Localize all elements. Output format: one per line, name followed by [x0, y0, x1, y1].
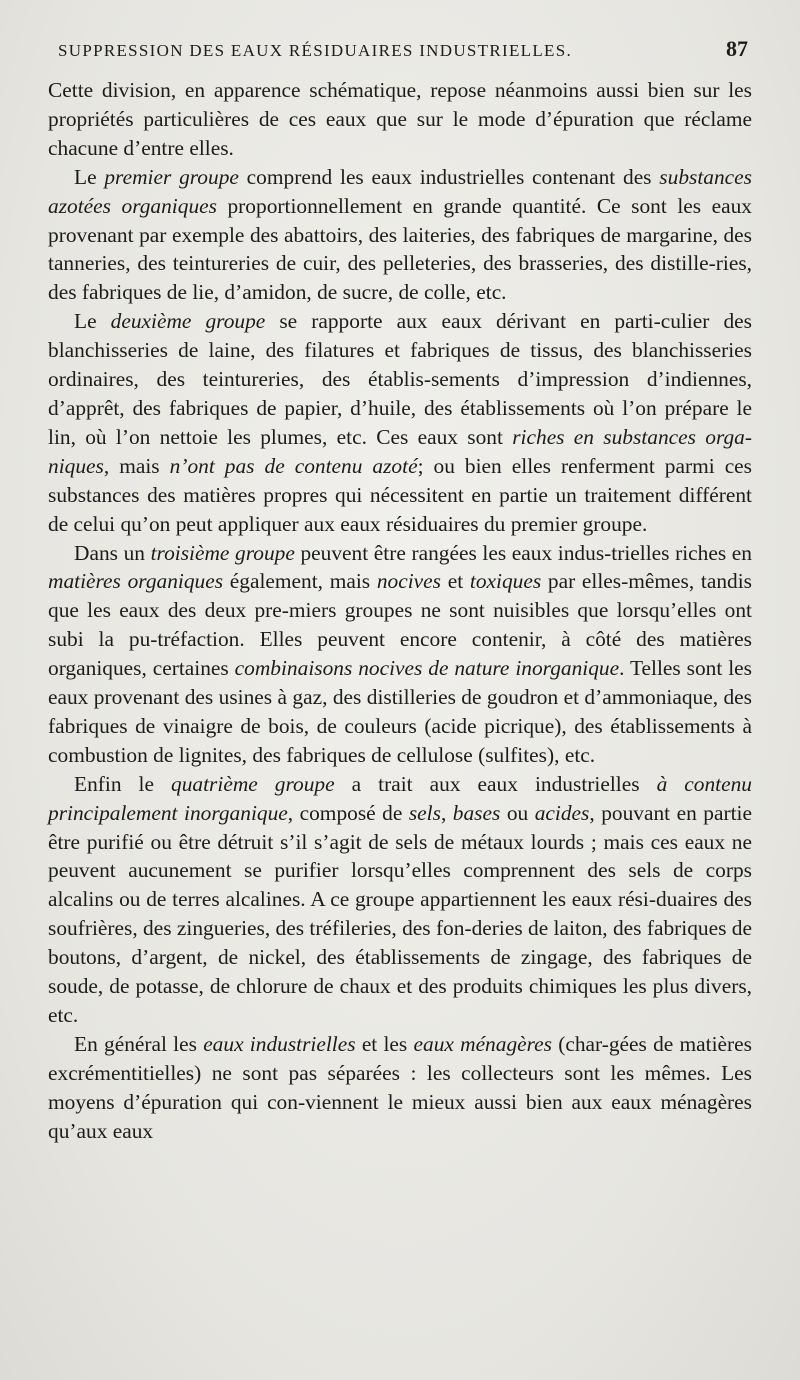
text-run: et les: [355, 1031, 414, 1056]
text-run: , pouvant en partie être purifié ou être détruit s’il s’agit de sels de métaux lourds ; mais ces eaux ne peuvent aucunement se purifier lorsqu’elles comprennent des sels de corps alcalins ou de terres alcalines. A ce groupe appartiennent les eaux rési-duaires des soufrières, des zingueries, des tréfileries, des fon-deries de laiton, des fabriques de boutons, d’argent, de nickel, des établissements de zingage, des fabriques de soude, de potasse, de chlorure de chaux et des produits chimiques les plus divers, etc.: [48, 800, 752, 1027]
text-run: Enfin le: [74, 771, 172, 796]
text-run: . Telles sont les eaux provenant des usines à gaz, des distilleries de goudron et d’ammoniaque, des fabriques de vinaigre de bois, de couleurs (acide picrique), des établissements à combustion de lignites, des fabriques de cellulose (sulfites), etc.: [48, 656, 752, 767]
italic-text: à contenu principalement inorganique: [48, 771, 753, 825]
paragraph: [48, 770, 752, 1030]
text-run: Le: [74, 164, 105, 189]
italic-text: bases: [452, 800, 501, 825]
text-run: peuvent être rangées les eaux indus-trielles riches en: [294, 540, 752, 565]
text-run: se rapporte aux eaux dérivant en parti-culier des blanchisseries de laine, des filatures et fabriques de tissus, des blanchisseries ordinaires, des teintureries, des établis-sements d’impression d’indiennes, d’apprêt, des fabriques de papier, d’huile, des établissements où l’on prépare le lin, où l’on nettoie les plumes, etc. Ces eaux sont: [48, 309, 752, 449]
text-run: a trait aux eaux industrielles: [334, 771, 657, 796]
paragraph: [48, 307, 752, 538]
italic-text: n’ont pas de contenu azoté: [169, 453, 418, 478]
running-title: SUPPRESSION DES EAUX RÉSIDUAIRES INDUSTRIELLES.: [58, 41, 572, 60]
text-run: , composé de: [287, 800, 409, 825]
paragraph: [48, 1030, 752, 1146]
italic-text: matières organiques: [48, 569, 224, 594]
text-run: Cette division, en apparence schématique, repose néanmoins aussi bien sur les propriétés particulières de ces eaux que sur le mode d’épuration que réclame chacune d’entre elles.: [48, 78, 752, 160]
italic-text: acides: [534, 800, 590, 825]
italic-text: toxiques: [469, 569, 542, 594]
running-head: [58, 36, 748, 76]
paragraph: [48, 163, 752, 308]
text-run: Le: [74, 309, 111, 334]
italic-text: sels: [408, 800, 441, 825]
italic-text: deuxième groupe: [110, 309, 266, 334]
italic-text: riches en substances orga-niques: [48, 424, 753, 478]
paragraph: [48, 539, 752, 770]
italic-text: eaux industrielles: [203, 1031, 356, 1056]
text-run: et: [441, 569, 470, 594]
italic-text: premier groupe: [104, 164, 239, 189]
text-run: ,: [440, 800, 453, 825]
italic-text: eaux ménagères: [413, 1031, 552, 1056]
text-run: comprend les eaux industrielles contenant des: [238, 164, 660, 189]
text-run: proportionnellement en grande quantité. Ce sont les eaux provenant par exemple des abattoirs, des laiteries, des fabriques de margarine, des tanneries, des teintureries de cuir, des pelleteries, des brasseries, des distille-ries, des fabriques de lie, d’amidon, de sucre, de colle, etc.: [48, 193, 752, 305]
body-text: [48, 76, 752, 1146]
italic-text: nocives: [376, 569, 441, 594]
italic-text: combinaisons nocives de nature inorganique: [234, 656, 620, 681]
italic-text: substances azotées organiques: [48, 164, 752, 218]
text-run: , mais: [103, 453, 170, 478]
italic-text: troisième groupe: [150, 540, 295, 565]
italic-text: quatrième groupe: [171, 771, 335, 796]
text-run: Dans un: [74, 540, 151, 565]
text-run: également, mais: [223, 569, 377, 594]
paragraph: [48, 76, 752, 163]
text-run: par elles-mêmes, tandis que les eaux des deux pre-miers groupes ne sont nuisibles que lorsqu’elles ont subi la pu-tréfaction. Elles peuvent encore contenir, à côté des matières organiques, certaines: [48, 569, 752, 681]
page-number: 87: [726, 36, 748, 61]
text-run: En général les: [74, 1031, 204, 1056]
text-run: ou: [500, 800, 535, 825]
text-run: ; ou bien elles renferment parmi ces substances des matières propres qui nécessitent en partie un traitement différent de celui qu’on peut appliquer aux eaux résiduaires du premier groupe.: [48, 453, 753, 536]
text-run: (char-gées de matières excrémentitielles) ne sont pas séparées : les collecteurs sont les mêmes. Les moyens d’épuration qui con-viennent le mieux aussi bien aux eaux ménagères qu’aux eaux: [48, 1031, 752, 1143]
